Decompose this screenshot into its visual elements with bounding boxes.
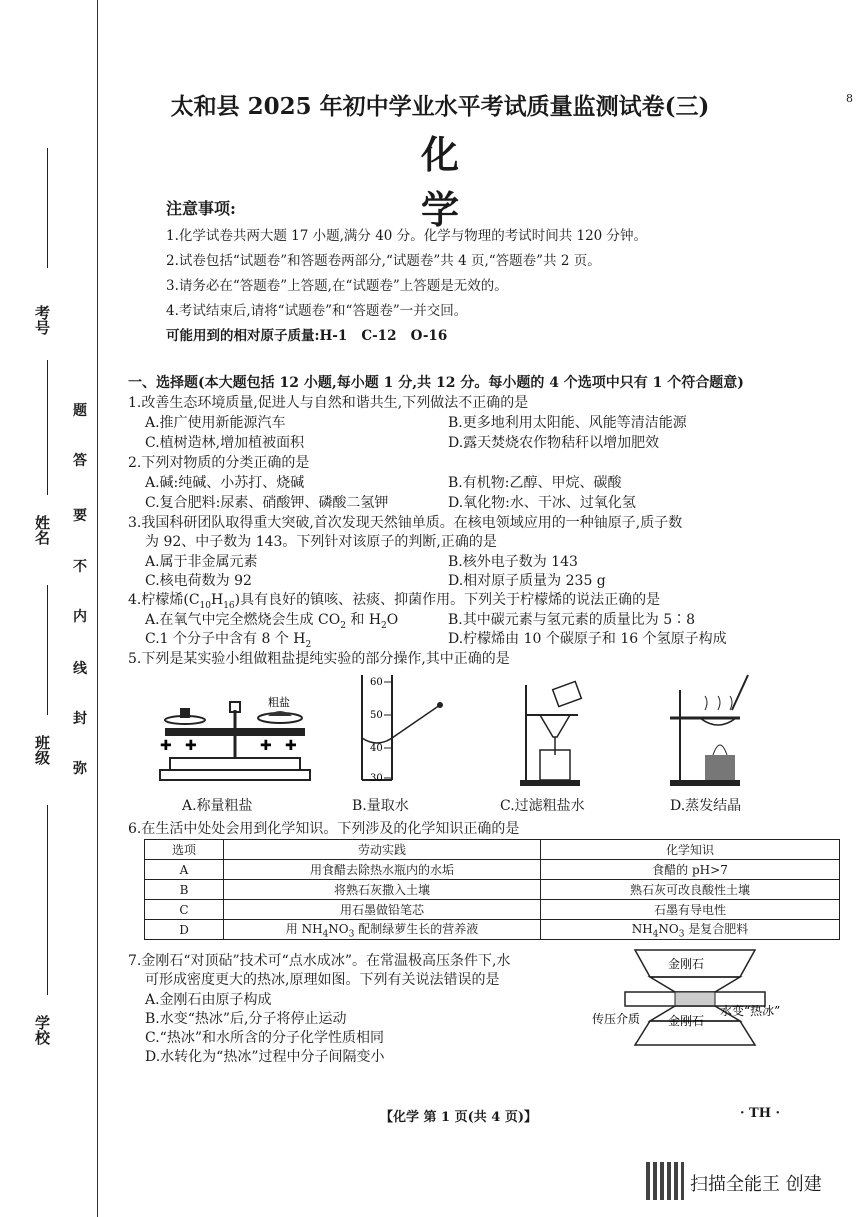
page-footer: 【化学 第 1 页(共 4 页)】 [380,1110,538,1125]
q3-option-c[interactable]: C.核电荷数为 92 [145,573,252,589]
q7-option-c[interactable]: C.“热冰”和水所含的分子化学性质相同 [145,1030,384,1046]
margin-rule [97,0,98,1217]
note-item: 1.化学试卷共两大题 17 小题,满分 40 分。化学与物理的考试时间共 120 分钟。 [166,228,648,244]
table-header: 劳动实践 [224,840,541,860]
q4-option-d[interactable]: D.柠檬烯由 10 个碳原子和 16 个氢原子构成 [448,631,727,647]
q2-stem: 2.下列对物质的分类正确的是 [128,455,310,471]
xuexiao-blank[interactable] [47,805,48,995]
seal-char: 答 [73,453,87,469]
q3-option-d[interactable]: D.相对原子质量为 235 g [448,573,606,589]
corner-mark: 8 [846,92,853,105]
q2-option-a[interactable]: A.碱:纯碱、小苏打、烧碱 [145,475,305,491]
exam-title: 太和县 2025 年初中学业水平考试质量监测试卷(三) [170,93,710,120]
notes-heading: 注意事项: [166,199,236,218]
table-header: 选项 [145,840,224,860]
q7-option-d[interactable]: D.水转化为“热冰”过程中分子间隔变小 [145,1049,385,1065]
q6-table [144,839,840,940]
q7-option-b[interactable]: B.水变“热冰”后,分子将停止运动 [145,1011,347,1027]
svg-text:✚: ✚ [185,738,197,754]
table-row: D 用 $NH_4NO_3$ 配制绿萝生长的营养液 $NH_4NO_3$ 是复合肥料 [145,920,840,940]
seal-char: 不 [73,559,87,575]
q1-option-c[interactable]: C.植树造林,增加植被面积 [145,435,305,451]
q1-option-d[interactable]: D.露天焚烧农作物秸秆以增加肥效 [448,435,660,451]
q3-option-a[interactable]: A.属于非金属元素 [145,554,258,570]
seal-char: 要 [73,508,87,524]
subject-title: 化学 [420,132,519,232]
q5-caption-b[interactable]: B.量取水 [352,798,409,814]
q2-option-c[interactable]: C.复合肥料:尿素、硝酸钾、磷酸二氢钾 [145,495,389,511]
table-row: C 用石墨做铅笔芯 石墨有导电性 [145,900,840,920]
q6-stem: 6.在生活中处处会用到化学知识。下列涉及的化学知识正确的是 [128,821,520,837]
seal-char: 内 [73,609,87,625]
note-item: 2.试卷包括“试题卷”和答题卷两部分,“试题卷”共 4 页,“答题卷”共 2 页。 [166,253,601,269]
q1-option-b[interactable]: B.更多地利用太阳能、风能等清洁能源 [448,415,687,431]
cylinder-figure [362,675,443,780]
banji-blank[interactable] [47,585,48,715]
q5-figures [140,670,840,790]
q2-option-d[interactable]: D.氧化物:水、干冰、过氧化氢 [448,495,636,511]
q4-option-c[interactable]: C.1 个分子中含有 8 个 $H_2$ [145,631,312,650]
fig-label-bottom: 金刚石 [668,1014,705,1028]
scanner-watermark: 扫描全能王 创建 [690,1174,822,1195]
filter-figure [520,681,581,786]
seal-char: 线 [73,661,87,677]
footer-code: · TH · [740,1106,781,1121]
q7-option-a[interactable]: A.金刚石由原子构成 [145,992,272,1008]
qr-code-icon [646,1162,684,1200]
q1-option-a[interactable]: A.推广使用新能源汽车 [145,415,286,431]
q7-diamond-anvil-figure [590,945,800,1050]
label-xuexiao: 学校 [33,1015,51,1045]
cyl-tick: 50 [370,710,383,721]
q3-stem: 3.我国科研团队取得重大突破,首次发现天然铀单质。在核电领域应用的一种铀原子,质子数 [128,515,683,531]
note-item: 3.请务必在“答题卷”上答题,在“试题卷”上答题是无效的。 [166,278,508,294]
section-heading: 一、选择题(本大题包括 12 小题,每小题 1 分,共 12 分。每小题的 4 个选项中只有 1 个符合题意) [128,375,744,391]
cyl-tick: 60 [370,677,383,688]
q5-caption-d[interactable]: D.蒸发结晶 [670,798,742,814]
q5-caption-a[interactable]: A.称量粗盐 [182,798,253,814]
q7-stem-cont: 可形成密度更大的热冰,原理如图。下列有关说法错误的是 [145,972,500,988]
fig-label-left: 传压介质 [592,1012,641,1026]
label-banji: 班级 [33,735,51,765]
q5-stem: 5.下列是某实验小组做粗盐提纯实验的部分操作,其中正确的是 [128,651,510,667]
atomic-mass: 可能用到的相对原子质量:H-1 C-12 O-16 [166,328,448,344]
salt-label: 粗盐 [268,696,290,709]
note-item: 4.考试结束后,请将“试题卷”和“答题卷”一并交回。 [166,303,468,319]
kaohao-blank[interactable] [47,148,48,268]
q7-stem: 7.金刚石“对顶砧”技术可“点水成冰”。在常温极高压条件下,水 [128,953,511,969]
cyl-tick: 40 [370,743,383,754]
q5-caption-c[interactable]: C.过滤粗盐水 [500,798,585,814]
fig-label-top: 金刚石 [668,957,705,971]
table-row: B 将熟石灰撒入土壤 熟石灰可改良酸性土壤 [145,880,840,900]
svg-text:✚: ✚ [260,738,272,754]
label-xingming: 姓名 [33,515,51,545]
balance-figure [160,702,310,780]
q4-stem: 4.柠檬烯$(C_{10}H_{16})$具有良好的镇咳、祛痰、抑菌作用。下列关于柠檬烯的说法正确的是 [128,592,661,611]
q2-option-b[interactable]: B.有机物:乙醇、甲烷、碳酸 [448,475,622,491]
label-kaohao: 考号 [33,305,51,335]
q3-option-b[interactable]: B.核外电子数为 143 [448,554,578,570]
seal-char: 弥 [73,761,87,777]
q4-option-a[interactable]: A.在氧气中完全燃烧会生成 $CO_2$ 和 $H_2O$ [145,612,399,631]
seal-char: 题 [73,403,87,419]
cyl-tick: 30 [370,773,383,784]
svg-text:✚: ✚ [285,738,297,754]
q4-option-b[interactable]: B.其中碳元素与氢元素的质量比为 5∶8 [448,612,696,628]
svg-text:✚: ✚ [160,738,172,754]
seal-char: 封 [73,711,87,727]
table-row: A 用食醋去除热水瓶内的水垢 食醋的 pH>7 [145,860,840,880]
table-header: 化学知识 [541,840,840,860]
xingming-blank[interactable] [47,360,48,495]
fig-label-right: 水变“热冰” [720,1004,781,1018]
q3-stem-cont: 为 92、中子数为 143。下列针对该原子的判断,正确的是 [145,534,497,550]
evaporation-figure [670,675,748,786]
q1-stem: 1.改善生态环境质量,促进人与自然和谐共生,下列做法不正确的是 [128,395,529,411]
